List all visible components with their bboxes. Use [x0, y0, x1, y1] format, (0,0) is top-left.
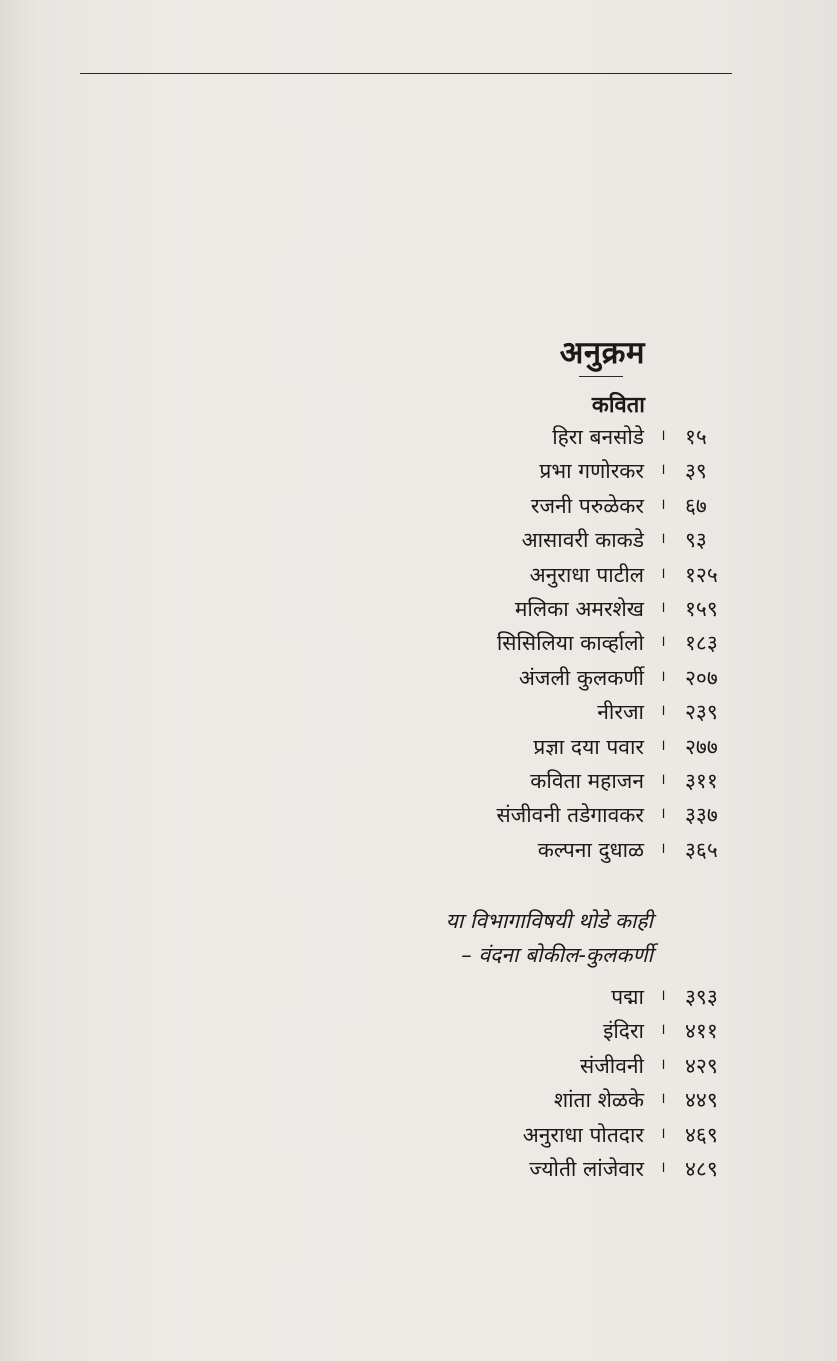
entry-author: अंजली कुलकर्णी	[518, 665, 644, 690]
entry-separator: ।	[660, 563, 666, 582]
entry-page-number: ४११	[685, 1019, 718, 1044]
entry-page-number: ३९३	[685, 985, 718, 1009]
entry-author: मलिका अमरशेख	[514, 597, 644, 621]
entry-author: प्रभा गणोरकर	[539, 459, 644, 484]
entry-page-number: ३११	[685, 769, 718, 793]
entry-separator: ।	[660, 986, 666, 1004]
entry-page-number: ३३७	[685, 803, 718, 828]
contents-entry	[0, 767, 837, 801]
title-underline	[579, 376, 623, 377]
contents-entry	[0, 836, 837, 870]
entry-page-number: ३६५	[685, 837, 718, 862]
contents-entry	[0, 1155, 837, 1189]
contents-entry	[0, 1121, 837, 1155]
entry-author: सिसिलिया कार्व्हालो	[496, 631, 644, 656]
contents-entry	[0, 561, 837, 595]
entry-separator: ।	[660, 632, 666, 651]
entry-author: आसावरी काकडे	[521, 528, 644, 553]
entry-page-number: १८३	[685, 631, 718, 656]
entry-author: इंदिरा	[603, 1019, 644, 1044]
contents-entry	[0, 629, 837, 663]
entry-separator: ।	[660, 838, 666, 857]
entry-author: अनुराधा पोतदार	[522, 1122, 644, 1147]
contents-entry	[0, 492, 837, 526]
entry-separator: ।	[660, 529, 666, 548]
entry-page-number: ४८९	[685, 1157, 718, 1181]
entry-separator: ।	[660, 1089, 666, 1108]
contents-entry	[0, 698, 837, 732]
entry-separator: ।	[660, 804, 666, 823]
entry-separator: ।	[660, 426, 666, 444]
entry-author: प्रज्ञा दया पवार	[533, 734, 644, 759]
entry-page-number: १५९	[685, 597, 718, 621]
entry-author: शांता शेळके	[553, 1088, 644, 1113]
entry-separator: ।	[660, 1123, 666, 1142]
entry-separator: ।	[660, 701, 666, 720]
entry-author: हिरा बनसोडे	[552, 425, 644, 449]
entry-page-number: ४६९	[685, 1122, 718, 1147]
entry-author: ज्योती लांजेवार	[529, 1157, 644, 1181]
entry-author: पद्मा	[611, 985, 644, 1009]
contents-entry	[0, 1017, 837, 1051]
entry-separator: ।	[660, 494, 666, 513]
entry-page-number: १२५	[685, 562, 718, 587]
entry-author: संजीवनी तडेगावकर	[496, 803, 644, 828]
contents-entry	[0, 1052, 837, 1086]
entry-page-number: २०७	[685, 665, 718, 690]
contents-entry	[0, 1086, 837, 1120]
entry-separator: ।	[660, 735, 666, 754]
entry-author: संजीवनी	[580, 1053, 644, 1078]
entry-separator: ।	[660, 666, 666, 685]
contents-entry	[0, 983, 837, 1017]
entry-separator: ।	[660, 598, 666, 616]
entry-separator: ।	[660, 770, 666, 788]
contents-entry	[0, 801, 837, 835]
section-note-line-1: या विभागाविषयी थोडे काही	[445, 909, 653, 933]
entry-page-number: ४४९	[685, 1088, 718, 1113]
entry-page-number: २७७	[685, 734, 718, 759]
entry-separator: ।	[660, 1020, 666, 1039]
entry-author: कविता महाजन	[530, 769, 644, 793]
section-note-line-2: – वंदना बोकील-कुलकर्णी	[461, 943, 653, 967]
entry-author: कल्पना दुधाळ	[537, 837, 644, 862]
entry-author: अनुराधा पाटील	[529, 562, 644, 587]
top-rule	[80, 73, 732, 74]
section-title: कविता	[591, 393, 645, 418]
entry-page-number: ९३	[685, 528, 707, 553]
contents-entry	[0, 733, 837, 767]
entry-page-number: ४२९	[685, 1053, 718, 1078]
entry-author: रजनी परुळेकर	[530, 493, 644, 518]
entry-separator: ।	[660, 1054, 666, 1073]
entry-author: नीरजा	[597, 700, 644, 725]
contents-entry	[0, 526, 837, 560]
entry-page-number: १५	[685, 425, 707, 449]
contents-entry	[0, 457, 837, 491]
entry-separator: ।	[660, 460, 666, 479]
page-title: अनुक्रम	[559, 335, 645, 371]
contents-entry	[0, 595, 837, 629]
contents-entry	[0, 423, 837, 457]
entry-page-number: ६७	[685, 493, 707, 518]
entry-page-number: ३९	[685, 459, 707, 484]
contents-entry	[0, 664, 837, 698]
entry-page-number: २३९	[685, 700, 718, 725]
entry-separator: ।	[660, 1158, 666, 1176]
